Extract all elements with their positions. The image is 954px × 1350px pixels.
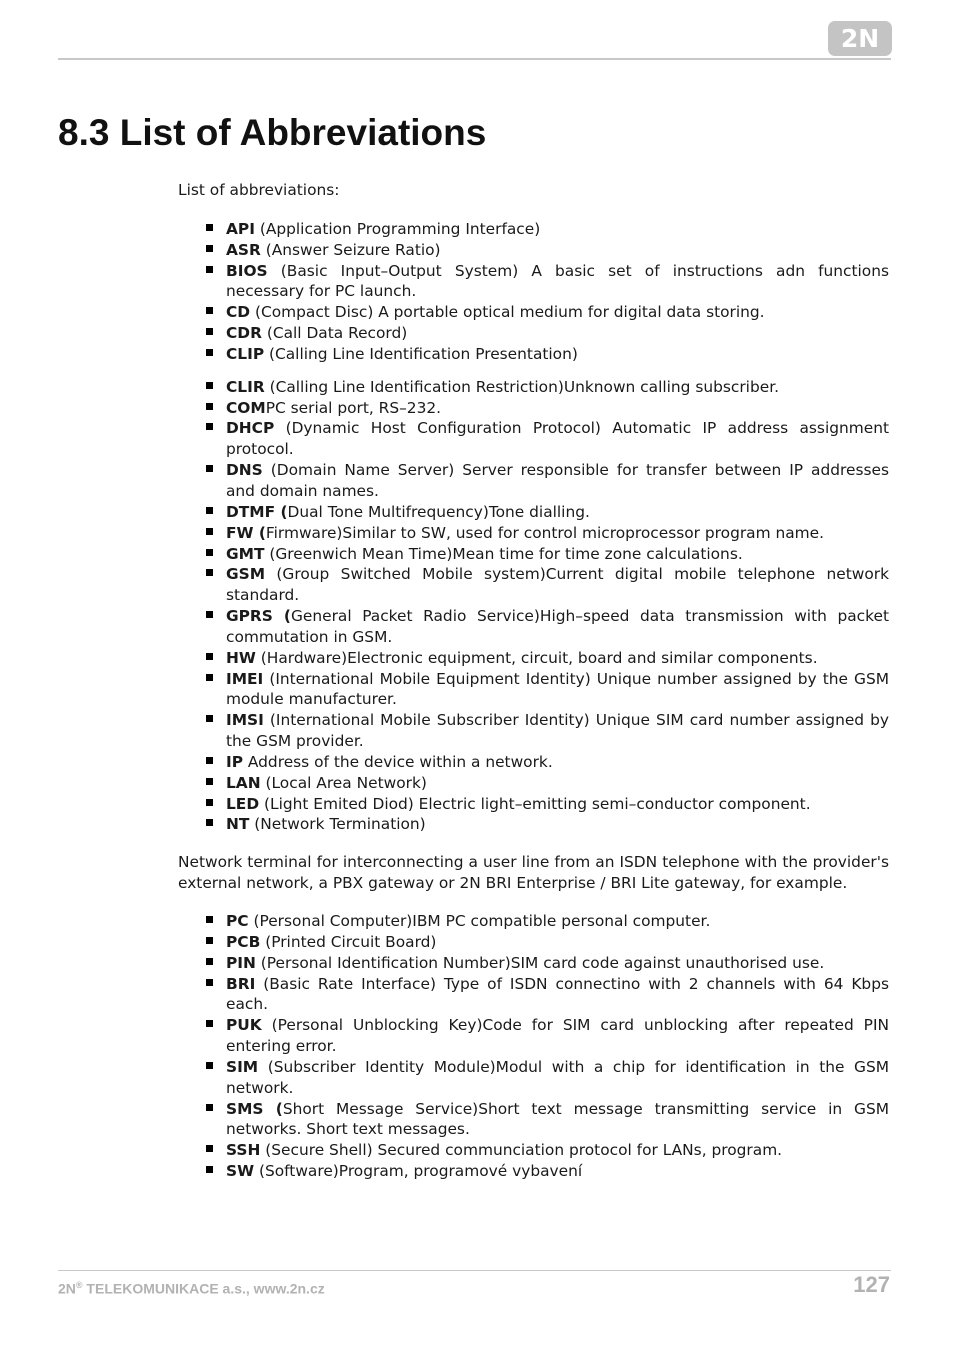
list-item [226,323,889,344]
abbreviation-description: (Basic Input–Output System) A basic set of instructions adn functions necessary for PC launch. [226,261,889,301]
header-divider [58,58,891,60]
list-item [226,752,889,773]
abbreviation-description: (Hardware)Electronic equipment, circuit, board and similar components. [255,648,818,667]
abbreviation-term: API [226,219,255,238]
abbreviation-term: COM [226,398,266,417]
abbreviation-term: PUK [226,1016,262,1035]
abbreviation-description: (Personal Computer)IBM PC compatible personal computer. [248,912,711,930]
abbreviation-term: IMSI [226,711,264,730]
list-item [226,814,889,835]
list-item [226,1161,889,1182]
page-title: 8.3 List of Abbreviations [58,112,487,153]
abbreviation-description: Address of the device within a network. [243,752,553,771]
abbreviation-description: (Calling Line Identification Presentation) [264,344,578,363]
abbreviation-term: SMS ( [226,1099,283,1118]
list-item [226,302,889,323]
abbreviation-term: PIN [226,953,256,972]
list-item [226,398,889,419]
abbreviation-description: (Dynamic Host Configuration Protocol) Automatic IP address assignment protocol. [226,419,889,459]
abbreviation-description: Firmware)Similar to SW, used for control microprocessor program name. [265,523,825,542]
list-item [226,544,889,565]
abbreviation-description: (International Mobile Equipment Identity) Unique number assigned by the GSM module manufacturer. [226,669,889,709]
list-item [226,261,889,303]
abbreviation-description: (Greenwich Mean Time)Mean time for time zone calculations. [264,544,743,563]
abbreviation-term: SW [226,1162,255,1181]
abbreviation-term: DHCP [226,419,275,438]
abbreviation-term: LED [226,794,260,813]
list-item [226,502,889,523]
abbreviation-description: Short Message Service)Short text message transmitting service in GSM networks. Short text messages. [226,1099,889,1139]
abbreviation-term: GPRS ( [226,607,291,626]
abbreviation-description: (Compact Disc) A portable optical medium for digital data storing. [250,303,765,322]
list-item [226,344,889,365]
list-item [226,1099,889,1141]
abbreviation-term: BIOS [226,261,268,280]
abbreviation-term: SIM [226,1057,259,1076]
list-item [226,648,889,669]
abbreviation-list-1 [178,219,889,365]
abbreviation-description: (Group Switched Mobile system)Current digital mobile telephone network standard. [226,565,889,605]
abbreviation-list-3 [178,911,889,1182]
list-item [226,974,889,1016]
abbreviation-description: (Call Data Record) [261,324,408,343]
abbreviation-description: (Light Emited Diod) Electric light–emitting semi–conductor component. [259,794,811,813]
abbreviation-description: (Software)Program, programové vybavení [254,1162,583,1181]
abbreviation-term: IP [226,752,244,771]
list-item [226,1015,889,1057]
list-item [226,564,889,606]
abbreviation-term: ASR [226,240,261,259]
list-item [226,710,889,752]
abbreviation-term: PC [226,912,249,930]
list-item [226,932,889,953]
abbreviation-term: GSM [226,565,266,584]
abbreviation-description: (Printed Circuit Board) [260,932,437,951]
abbreviation-description: (International Mobile Subscriber Identity) Unique SIM card number assigned by the GSM provider. [226,711,889,751]
abbreviation-description: (Application Programming Interface) [254,219,541,238]
list-item [226,773,889,794]
intro-text: List of abbreviations: [178,181,340,199]
abbreviation-description: (Personal Unblocking Key)Code for SIM card unblocking after repeated PIN entering error. [226,1016,889,1056]
document-body [178,180,889,1182]
footer-company [58,1280,325,1297]
abbreviation-description: (Secure Shell) Secured communciation protocol for LANs, program. [260,1141,783,1160]
abbreviation-description: (Subscriber Identity Module)Modul with a chip for identification in the GSM network. [226,1057,889,1097]
abbreviation-term: HW [226,648,256,667]
page-number: 127 [853,1272,890,1297]
abbreviation-term: GMT [226,544,265,563]
abbreviation-description: (Answer Seizure Ratio) [260,240,441,259]
list-item [226,523,889,544]
abbreviation-description: (Personal Identification Number)SIM card code against unauthorised use. [255,953,825,972]
network-terminal-paragraph: Network terminal for interconnecting a user line from an ISDN telephone with the provider's external network, a PBX gateway or 2N BRI Enterprise / BRI Lite gateway, for example. [178,853,889,893]
footer-brand: 2N [58,1280,76,1297]
list-item [226,794,889,815]
abbreviation-term: SSH [226,1141,261,1160]
abbreviation-term: CDR [226,324,262,343]
list-item [226,240,889,261]
list-item [226,418,889,460]
abbreviation-term: LAN [226,773,261,792]
abbreviation-description: General Packet Radio Service)High–speed data transmission with packet commutation in GSM. [226,607,889,646]
abbreviation-term: CLIR [226,377,265,396]
abbreviation-term: NT [226,815,250,834]
abbreviation-description: (Calling Line Identification Restriction)Unknown calling subscriber. [264,377,779,396]
abbreviation-list-2 [178,377,889,836]
registered-mark: ® [75,1280,83,1290]
footer-company-name: TELEKOMUNIKACE a.s., www.2n.cz [82,1280,325,1297]
abbreviation-term: DTMF ( [226,502,288,521]
abbreviation-term: PCB [226,932,261,951]
abbreviation-description: (Local Area Network) [260,773,427,792]
abbreviation-description: (Network Termination) [249,815,426,834]
2n-logo: 2N [828,21,892,56]
footer-divider [58,1270,891,1271]
abbreviation-description: Dual Tone Multifrequency)Tone dialling. [287,502,590,521]
abbreviation-term: CD [226,303,251,322]
abbreviation-description: (Basic Rate Interface) Type of ISDN connectino with 2 channels with 64 Kbps each. [226,974,889,1014]
list-item [226,911,889,932]
abbreviation-term: DNS [226,461,263,480]
abbreviation-description: (Domain Name Server) Server responsible for transfer between IP addresses and domain names. [226,461,889,500]
abbreviation-term: BRI [226,974,256,993]
abbreviation-description: PC serial port, RS–232. [265,398,442,417]
abbreviation-term: FW ( [226,523,266,542]
abbreviation-term: CLIP [226,344,265,363]
list-item [226,460,889,502]
abbreviation-term: IMEI [226,669,264,688]
list-item [226,1057,889,1099]
list-item [226,377,889,398]
list-item [226,219,889,240]
list-item [226,669,889,711]
list-item [226,1140,889,1161]
list-item [226,606,889,648]
list-item [226,953,889,974]
